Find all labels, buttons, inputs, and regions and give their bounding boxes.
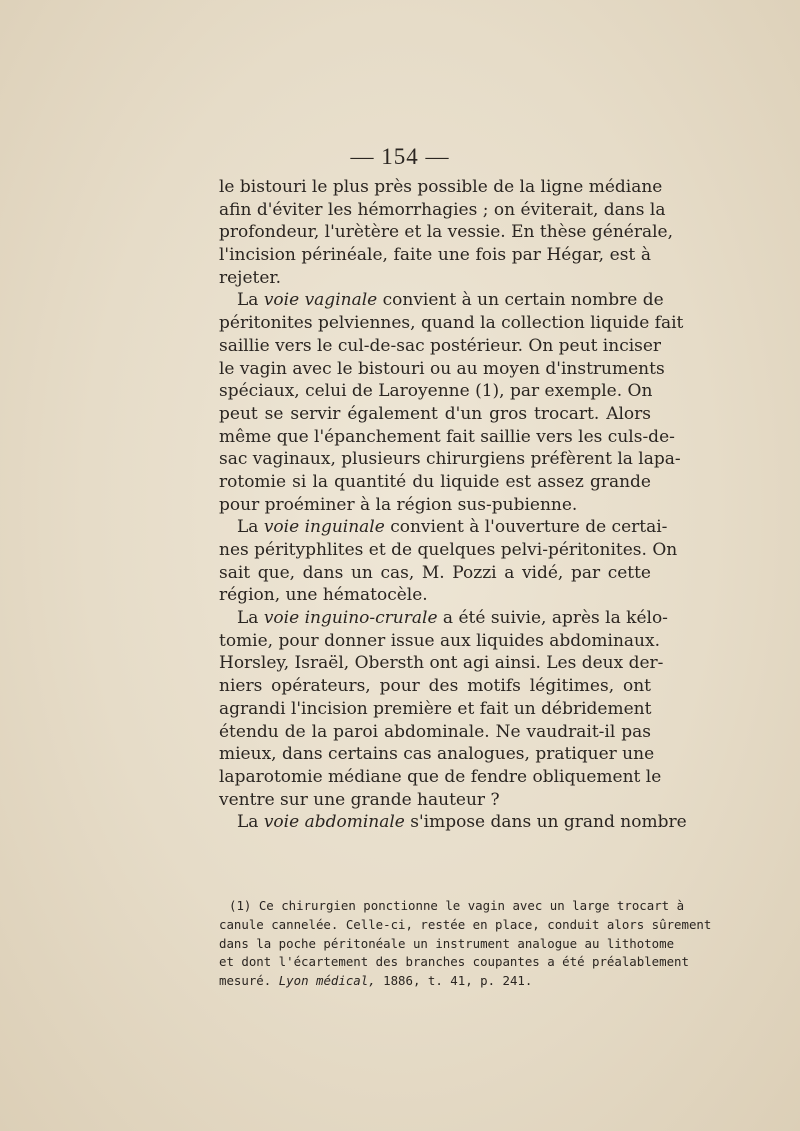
italic-text: voie inguinale	[263, 517, 385, 538]
text-segment: même que l'épanchement fait saillie vers les culs-de-	[219, 426, 675, 447]
body-line	[219, 721, 651, 744]
text-segment: La	[237, 812, 264, 833]
body-line	[219, 584, 651, 607]
body-line	[219, 448, 681, 471]
body-line	[219, 199, 666, 222]
text-segment: 1886, t. 41, p. 241.	[375, 973, 533, 989]
body-line	[219, 221, 674, 244]
body-line	[219, 539, 678, 562]
text-segment: rejeter.	[219, 267, 282, 288]
text-segment: convient à l'ouverture de certai-	[384, 517, 668, 538]
text-segment: région, une hématocèle.	[219, 585, 428, 606]
body-line	[219, 426, 675, 449]
italic-text: voie abdominale	[263, 812, 405, 833]
text-segment: dans la poche péritonéale un instrument analogue au lithotome	[219, 935, 675, 951]
text-segment: spéciaux, celui de Laroyenne (1), par exemple. On	[219, 381, 653, 402]
body-line	[219, 675, 651, 698]
body-line	[219, 630, 660, 653]
text-segment: profondeur, l'urètère et la vessie. En thèse générale,	[219, 222, 674, 243]
body-line	[219, 176, 663, 199]
text-segment: afin d'éviter les hémorrhagies ; on éviterait, dans la	[219, 199, 666, 220]
body-line	[219, 766, 662, 789]
text-segment: convient à un certain nombre de	[377, 290, 664, 311]
text-segment: l'incision périnéale, faite une fois par Hégar, est à	[219, 245, 651, 266]
footnote-line	[219, 972, 651, 991]
text-segment: s'impose dans un grand nombre	[404, 812, 687, 833]
text-segment: sac vaginaux, plusieurs chirurgiens préfèrent la lapa-	[219, 449, 681, 470]
text-segment: La	[237, 290, 264, 311]
footnote-line	[219, 953, 689, 972]
body-line	[219, 267, 651, 290]
text-segment: canule cannelée. Celle-ci, restée en place, conduit alors sûrement	[219, 916, 712, 932]
footnote	[219, 897, 712, 991]
text-segment: saillie vers le cul-de-sac postérieur. On peut inciser	[219, 335, 662, 356]
body-line	[219, 494, 651, 517]
text-segment: ventre sur une grande hauteur ?	[219, 789, 500, 810]
text-segment: mieux, dans certains cas analogues, pratiquer une	[219, 744, 655, 765]
body-line	[219, 516, 668, 539]
text-segment: agrandi l'incision première et fait un débridement	[219, 698, 652, 719]
text-segment: La	[237, 517, 264, 538]
body-line	[219, 698, 651, 721]
text-segment: peut se servir également d'un gros trocart. Alors	[219, 403, 651, 424]
body-text	[219, 176, 687, 834]
footnote-line	[219, 897, 685, 916]
body-line	[219, 403, 651, 426]
footnote-line	[219, 935, 675, 954]
text-segment: niers opérateurs, pour des motifs légitimes, ont	[219, 676, 651, 697]
body-line	[219, 244, 651, 267]
body-line	[219, 811, 687, 834]
text-segment: et dont l'écartement des branches coupantes a été préalablement	[219, 954, 689, 970]
text-segment: péritonites pelviennes, quand la collection liquide fait	[219, 313, 684, 334]
italic-text: voie inguino-crurale	[263, 608, 438, 629]
body-line	[219, 312, 684, 335]
body-line	[219, 743, 655, 766]
body-line	[219, 607, 668, 630]
text-segment: laparotomie médiane que de fendre obliquement le	[219, 766, 662, 787]
text-segment: tomie, pour donner issue aux liquides abdominaux.	[219, 630, 660, 651]
text-segment: sait que, dans un cas, M. Pozzi a vidé, par cette	[219, 562, 651, 583]
text-segment: nes pérityphlites et de quelques pelvi-péritonites. On	[219, 540, 678, 560]
text-segment: le vagin avec le bistouri ou au moyen d'instruments	[219, 358, 665, 379]
body-line	[219, 562, 651, 585]
text-segment: étendu de la paroi abdominale. Ne vaudrait-il pas	[219, 721, 651, 742]
body-line	[219, 789, 651, 812]
text-segment: a été suivie, après la kélo-	[437, 608, 668, 629]
page-number: — 154 —	[350, 144, 450, 169]
body-line	[219, 380, 651, 403]
text-segment: mesuré.	[219, 973, 279, 989]
text-segment: rotomie si la quantité du liquide est assez grande	[219, 471, 651, 492]
text-segment: Horsley, Israël, Obersth ont agi ainsi. Les deux der-	[219, 653, 664, 674]
italic-text: Lyon médical,	[278, 973, 376, 989]
body-line	[219, 471, 651, 494]
italic-text: voie vaginale	[263, 290, 378, 311]
body-line	[219, 358, 665, 381]
body-line	[219, 289, 664, 312]
body-line	[219, 652, 664, 675]
text-segment: le bistouri le plus près possible de la ligne médiane	[219, 177, 663, 197]
text-segment: (1) Ce chirurgien ponctionne le vagin avec un large trocart à	[229, 898, 685, 913]
footnote-line	[219, 916, 712, 935]
text-segment: La	[237, 608, 264, 629]
text-segment: pour proéminer à la région sus-pubienne.	[219, 494, 578, 515]
body-line	[219, 335, 662, 358]
